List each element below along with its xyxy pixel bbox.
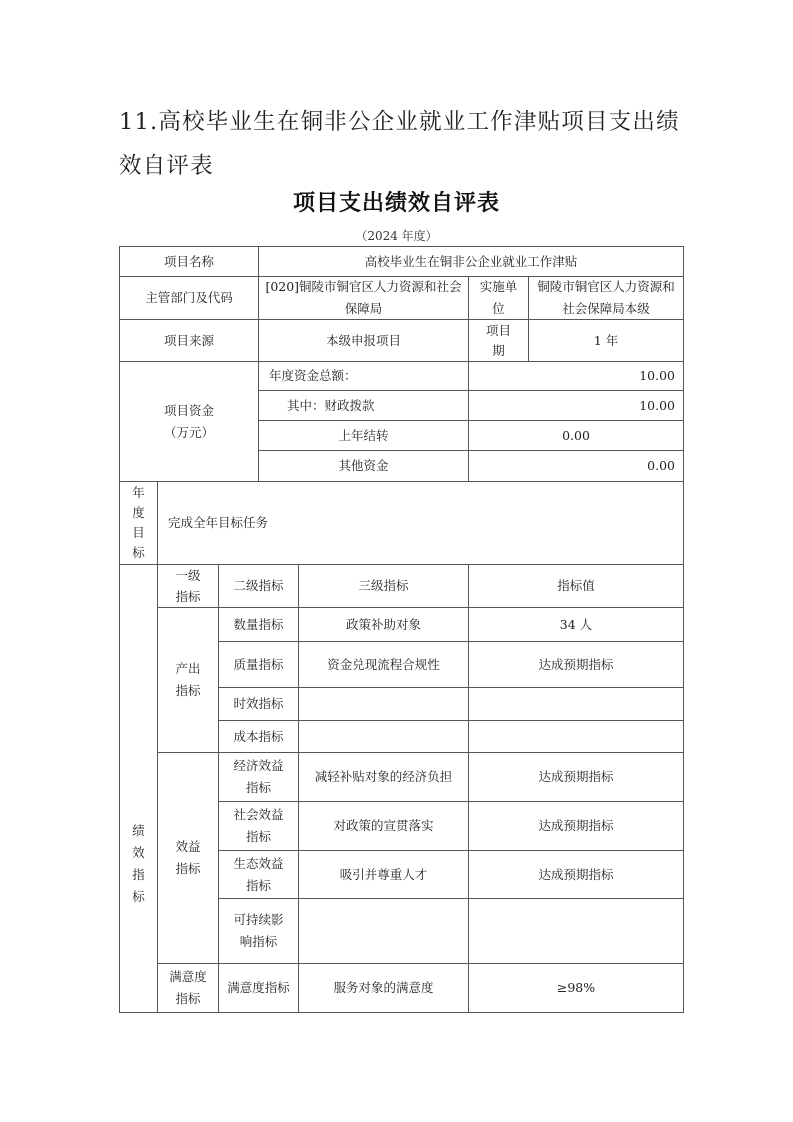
funds-total-label: 年度资金总额： [258, 361, 469, 391]
form-title: 项目支出绩效自评表 [292, 191, 500, 216]
header-level2: 二级指标 [218, 564, 299, 608]
section-char: 绩 [132, 822, 145, 838]
dept-label: 主管部门及代码 [119, 276, 259, 320]
group-output-label: 产出指标 [157, 607, 219, 753]
indicator-level3 [298, 720, 469, 753]
annual-goal-value: 完成全年目标任务 [157, 481, 684, 565]
funds-fiscal-label: 其中：财政拨款 [258, 390, 469, 421]
indicator-level3: 资金兑现流程合规性 [298, 641, 469, 688]
indicator-level2: 满意度指标 [218, 963, 299, 1013]
header-level1: 一级指标 [157, 564, 219, 608]
form-year: （2024 年度） [355, 229, 438, 243]
indicator-level2: 质量指标 [218, 641, 299, 688]
header-value: 指标值 [468, 564, 684, 608]
dept-value: [020]铜陵市铜官区人力资源和社会保障局 [258, 276, 469, 320]
indicator-level2: 可持续影响指标 [218, 898, 299, 964]
project-name-label: 项目名称 [119, 246, 259, 277]
indicator-value: 达成预期指标 [468, 752, 684, 802]
group-benefit-label: 效益指标 [157, 752, 219, 964]
indicator-value: 达成预期指标 [468, 641, 684, 688]
indicator-level3: 减轻补贴对象的经济负担 [298, 752, 469, 802]
group-satisfaction-label: 满意度指标 [157, 963, 219, 1013]
impl-label: 实施单位 [468, 276, 529, 320]
indicator-level3: 服务对象的满意度 [298, 963, 469, 1013]
funds-label-line2: （万元） [163, 424, 214, 440]
annual-goal-char: 目 [132, 525, 145, 540]
period-label: 项目期 [468, 319, 529, 362]
indicator-value [468, 898, 684, 964]
funds-label [119, 361, 259, 482]
indicator-level3: 吸引并尊重人才 [298, 850, 469, 899]
impl-value: 铜陵市铜官区人力资源和社会保障局本级 [528, 276, 684, 320]
section-char: 效 [132, 844, 145, 860]
funds-carryover-label: 上年结转 [258, 420, 469, 451]
funds-fiscal-value: 10.00 [468, 390, 684, 421]
indicator-level2: 时效指标 [218, 687, 299, 721]
header-level3: 三级指标 [298, 564, 469, 608]
funds-other-label: 其他资金 [258, 450, 469, 482]
indicator-level2: 成本指标 [218, 720, 299, 753]
project-name-value: 高校毕业生在铜非公企业就业工作津贴 [258, 246, 684, 277]
section-char: 指 [132, 866, 145, 882]
indicator-level2: 经济效益指标 [218, 752, 299, 802]
indicator-value: 达成预期指标 [468, 801, 684, 851]
indicator-value: 达成预期指标 [468, 850, 684, 899]
annual-goal-char: 度 [132, 505, 145, 520]
funds-other-value: 0.00 [468, 450, 684, 482]
funds-label-line1: 项目资金 [163, 402, 214, 418]
source-label: 项目来源 [119, 319, 259, 362]
indicator-level2: 生态效益指标 [218, 850, 299, 899]
annual-goal-char: 年 [132, 485, 145, 500]
indicator-level2: 数量指标 [218, 607, 299, 642]
period-value: 1 年 [528, 319, 684, 362]
section-heading: 11.高校毕业生在铜非公企业就业工作津贴项目支出绩效自评表 [119, 109, 680, 179]
source-value: 本级申报项目 [258, 319, 469, 362]
indicators-section-label [119, 564, 158, 1013]
indicator-value: ≥98% [468, 963, 684, 1013]
funds-total-value: 10.00 [468, 361, 684, 391]
annual-goal-char: 标 [132, 545, 145, 560]
indicator-level2: 社会效益指标 [218, 801, 299, 851]
section-char: 标 [132, 888, 145, 904]
indicator-level3: 政策补助对象 [298, 607, 469, 642]
indicator-value: 34 人 [468, 607, 684, 642]
indicator-level3 [298, 898, 469, 964]
indicator-value [468, 687, 684, 721]
annual-goal-label [119, 481, 158, 565]
indicator-value [468, 720, 684, 753]
indicator-level3 [298, 687, 469, 721]
funds-carryover-value: 0.00 [468, 420, 684, 451]
indicator-level3: 对政策的宣贯落实 [298, 801, 469, 851]
